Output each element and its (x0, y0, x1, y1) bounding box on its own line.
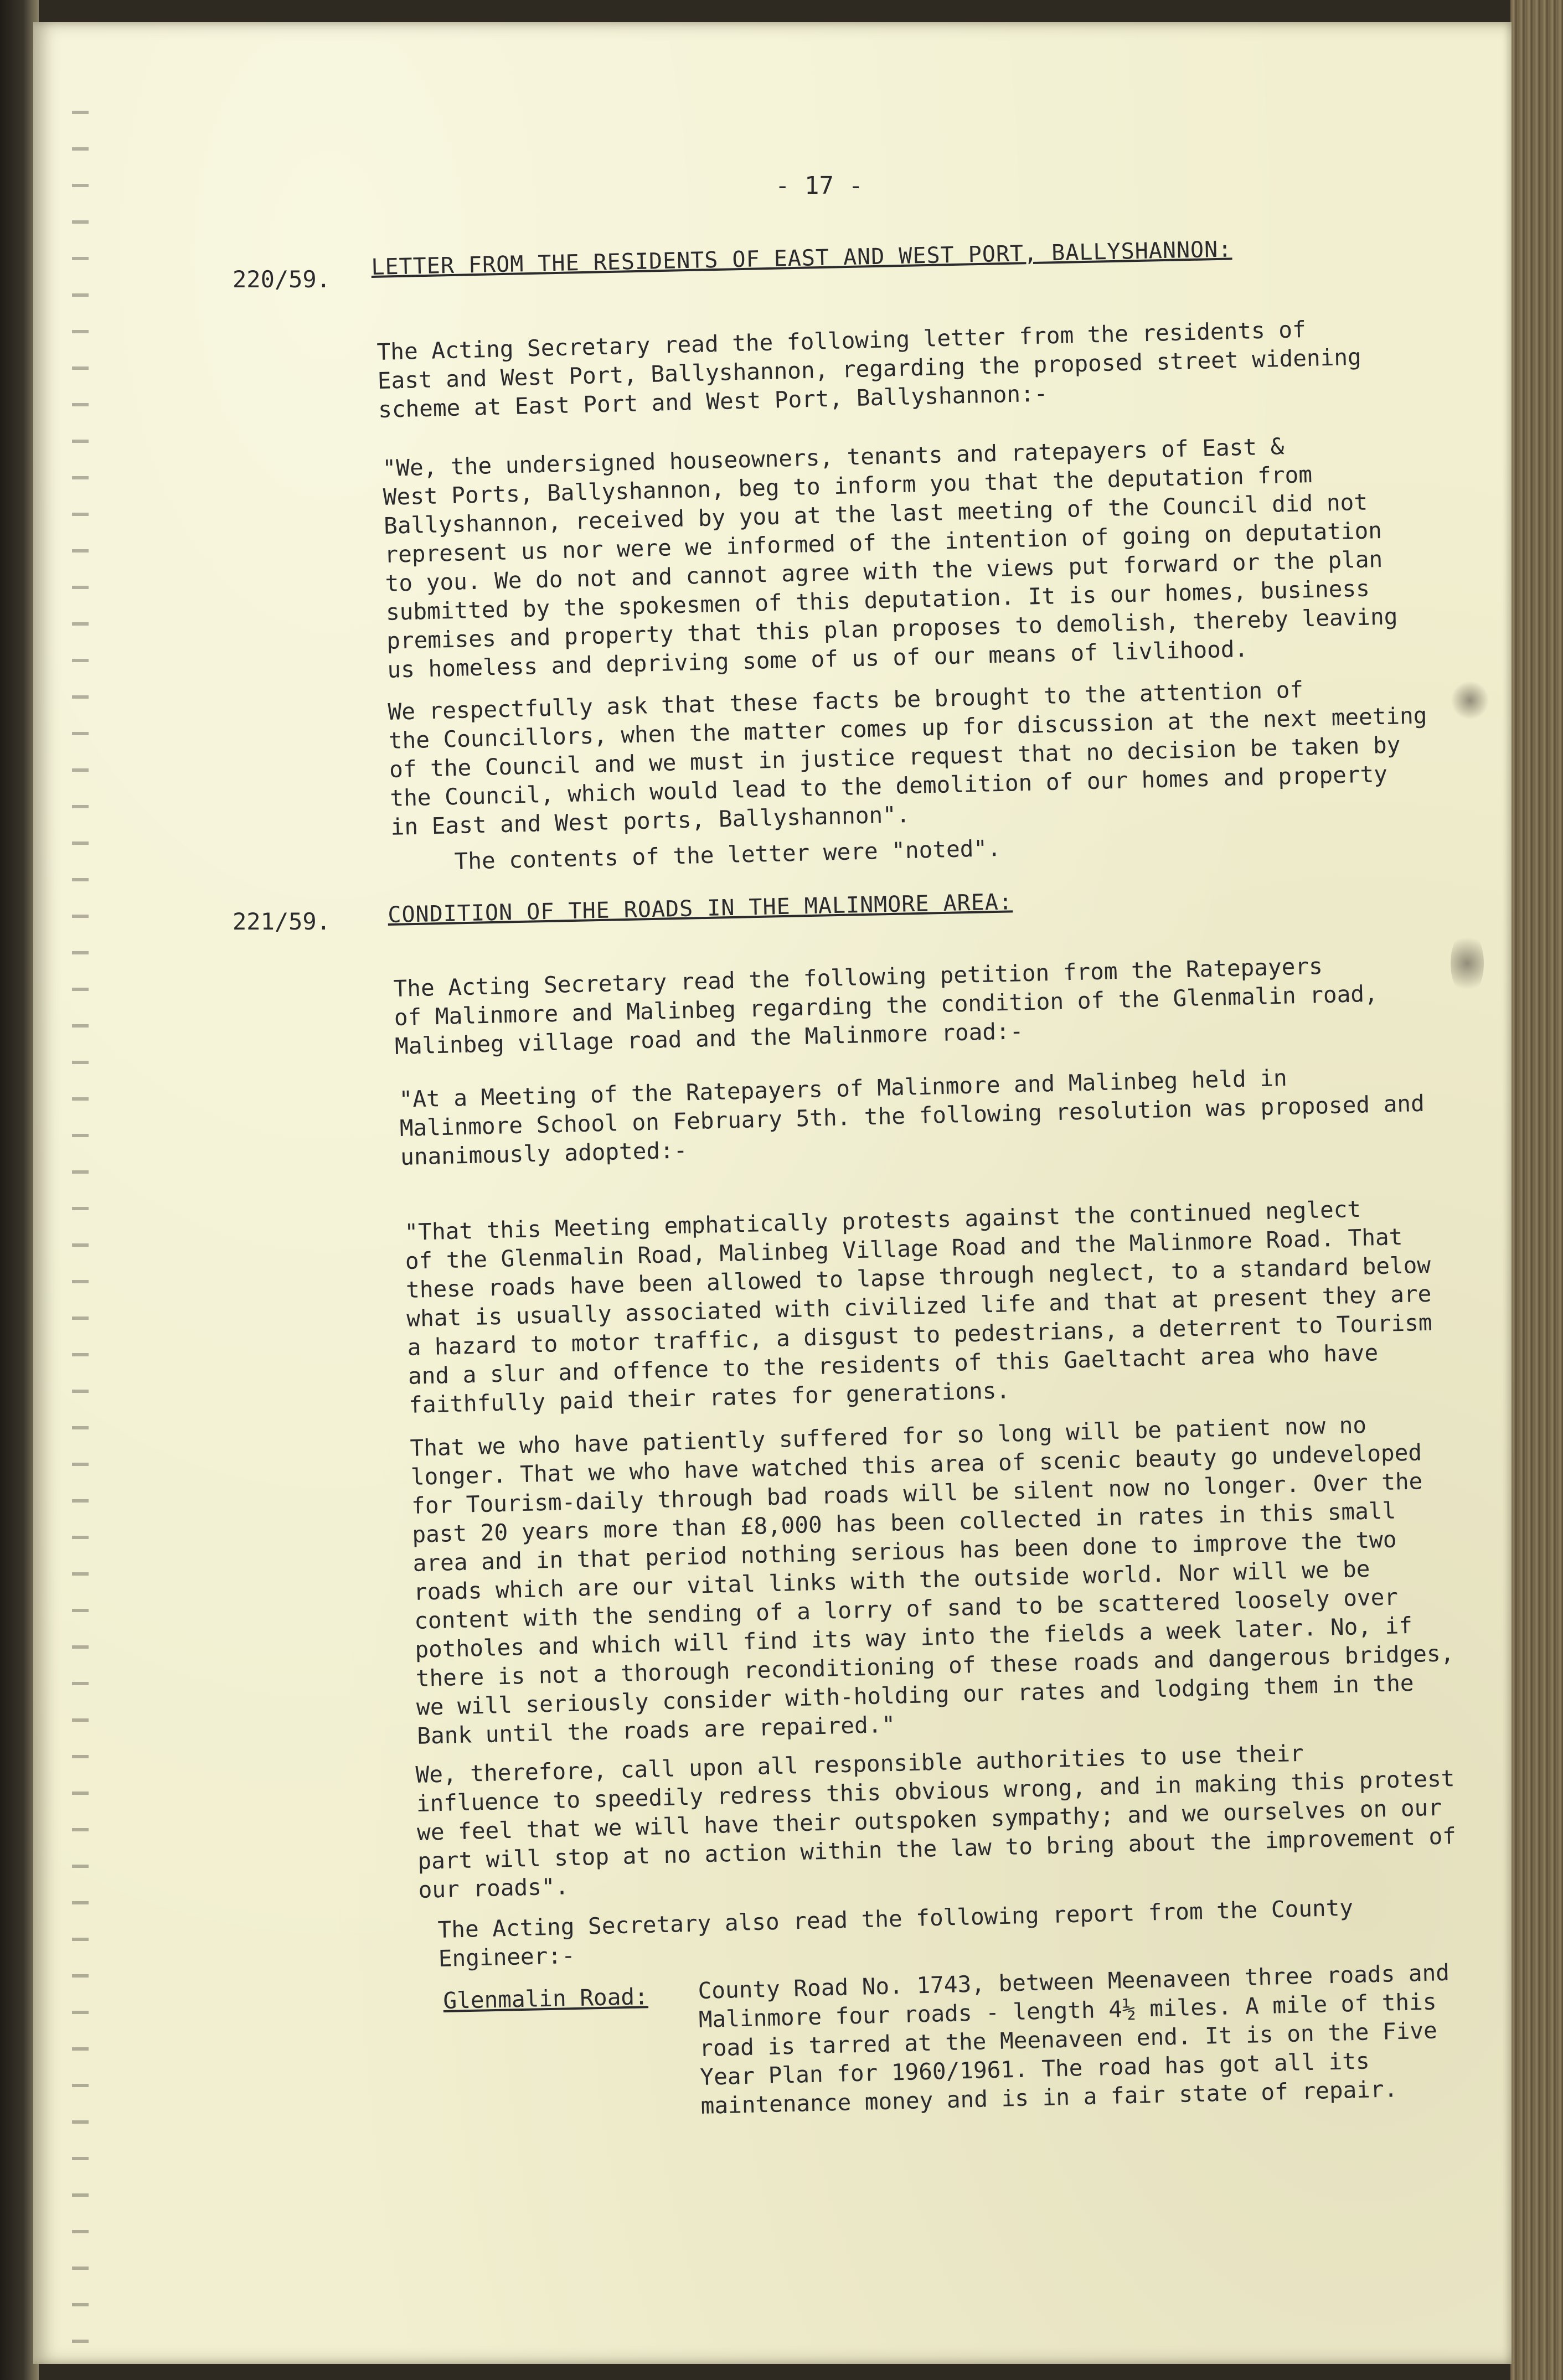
document-page (33, 22, 1512, 2364)
road-label-glenmalin: Glenmalin Road: (443, 1983, 649, 2014)
minute-220-intro: The Acting Secretary read the following letter from the residents of East and West Port, Ballyshannon, regarding the proposed street widening scheme at East Port and West Port, Ballyshannon:- (376, 316, 1362, 423)
minute-221-petition-paragraph-1: "At a Meeting of the Ratepayers of Malinmore and Malinbeg held in Malinmore School on February 5th. the following resolution was proposed and unanimously adopted:- (399, 1064, 1425, 1170)
minute-221-petition-paragraph-3: That we who have patiently suffered for so long will be patient now no longer. That we who have watched this area of scenic beauty go undeveloped for Tourism-daily through bad roads will be silent now no longer. Over the past 20 years more than £8,000 has been collected in rates in this small area and in that period nothing serious has been done to improve the two roads which are our vital links with the outside world. Nor will we be content with the sending of a lorry of sand to be scattered loosely over potholes and which will find its way into the fields a week later. No, if there is not a thorough reconditioning of these roads and dangerous bridges, we will seriously consider with-holding our rates and lodging them in the Bank until the roads are repaired." (410, 1411, 1454, 1749)
minute-221-engineer-intro: The Acting Secretary also read the following report from the County Engineer:- (437, 1894, 1354, 1972)
minute-221-intro: The Acting Secretary read the following petition from the Ratepayers of Malinmore and Malinbeg regarding the condition of the Glenmalin road, Malinbeg village road and the Malinmore road:- (393, 952, 1379, 1060)
minute-heading-220: LETTER FROM THE RESIDENTS OF EAST AND WEST PORT, BALLYSHANNON: (371, 236, 1232, 280)
minute-220-outcome: The contents of the letter were "noted". (454, 834, 1002, 875)
page-number: - 17 - (775, 172, 863, 200)
minute-number-220: 220/59. (233, 266, 331, 293)
minute-220-letter-paragraph-1: "We, the undersigned houseowners, tenants and ratepayers of East & West Ports, Ballyshannon, beg to inform you that the deputation from Ballyshannon, received by you at the last meeting of the Council did not represent us nor were we informed of the intention of going on deputation to you. We do not and cannot agree with the views put forward or the plan submitted by the spokesmen of this deputation. It is our homes, business premises and property that this plan proposes to demolish, thereby leaving us homeless and depriving some of us of our means of livlihood. (382, 433, 1398, 683)
minute-number-221: 221/59. (233, 908, 331, 935)
road-description-glenmalin: County Road No. 1743, between Meenaveen three roads and Malinmore four roads - length 4½ miles. A mile of this road is tarred at the Meenaveen end. It is on the Five Year Plan for 1960/1961. The road has got all its maintenance money and is in a fair state of repair. (698, 1959, 1450, 2119)
margin-binding-marks (72, 78, 89, 2347)
minute-221-petition-paragraph-4: We, therefore, call upon all responsible authorities to use their influence to speedily redress this obvious wrong, and in making this protest we feel that we will have their outspoken sympathy; and we ourselves on our part will stop at no action within the law to bring about the improvement of our roads". (415, 1739, 1457, 1903)
minute-221-petition-paragraph-2: "That this Meeting emphatically protests against the continued neglect of the Glenmalin Road, Malinbeg Village Road and the Malinmore Road. That these roads have been allowed to lapse through neglect, to a standard below what is usually associated with civilized life and that at present they are a hazard to motor traffic, a disgust to pedestrians, a deterrent to Tourism and a slur and offence to the residents of this Gaeltacht area who have faithfully paid their rates for generations. (404, 1195, 1433, 1418)
paper-smudge (1451, 681, 1489, 720)
minute-heading-221: CONDITION OF THE ROADS IN THE MALINMORE AREA: (388, 889, 1013, 928)
book-page-edges (1510, 0, 1563, 2380)
minute-220-letter-paragraph-2: We respectfully ask that these facts be brought to the attention of the Councillors, when the matter comes up for discussion at the next meeting of the Council and we must in justice request that no decision be taken by the Council, which would lead to the demolition of our homes and property in East and West ports, Ballyshannon". (388, 676, 1427, 840)
paper-smudge (1451, 930, 1484, 997)
